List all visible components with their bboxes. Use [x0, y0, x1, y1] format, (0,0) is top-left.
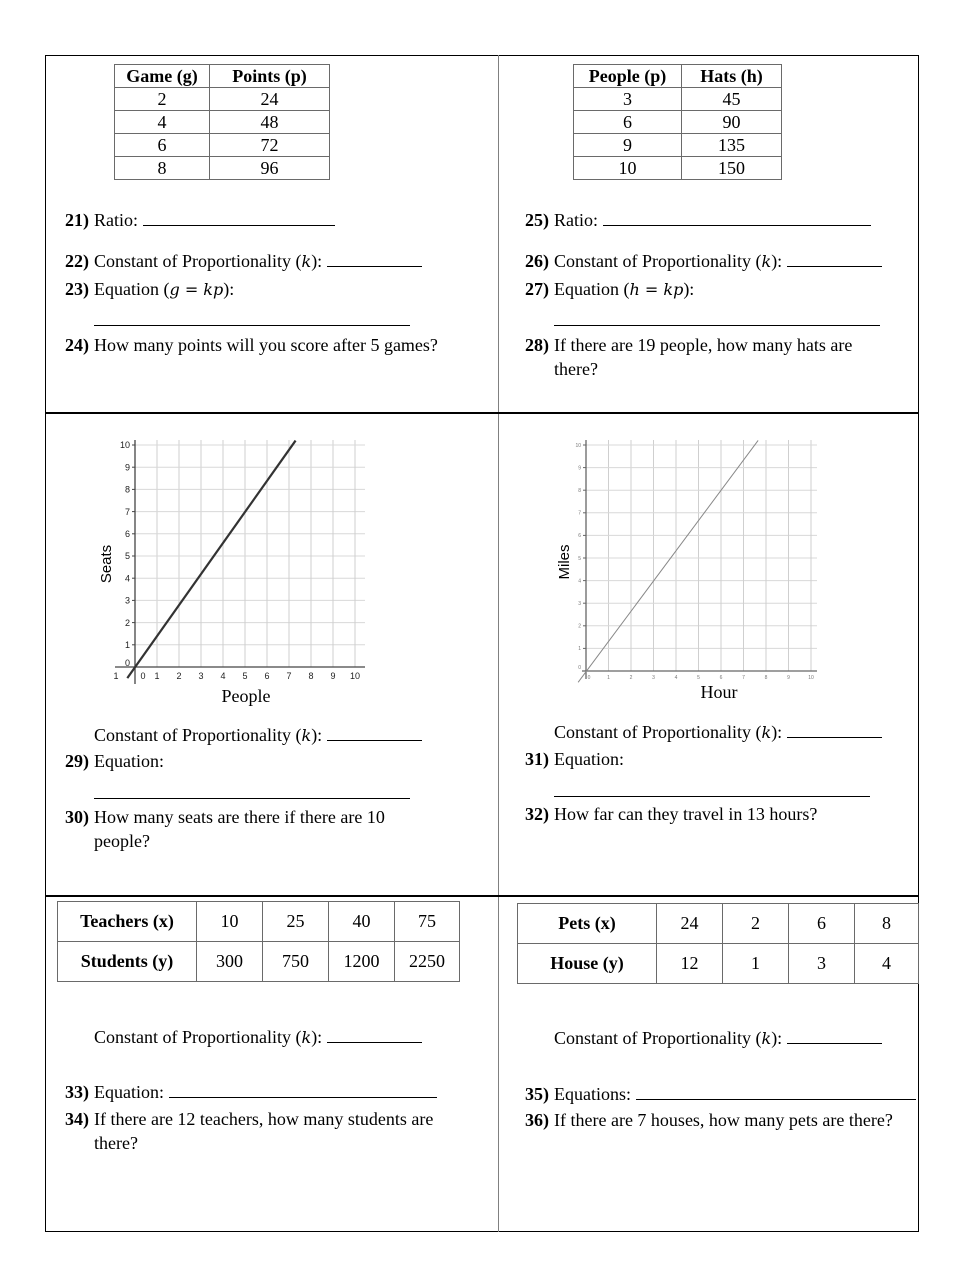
- table-row: [115, 157, 330, 180]
- cell: 24: [210, 88, 330, 111]
- question-text: Constant of Proportionality (: [94, 251, 302, 271]
- k-label-miles: [554, 719, 882, 745]
- cell: 3: [574, 88, 682, 111]
- seats-people-chart: [95, 432, 375, 712]
- games-points-table: [114, 64, 330, 180]
- teachers-students-table: [57, 901, 460, 982]
- x-tick-label: 0: [140, 671, 146, 681]
- question-35: [525, 1081, 916, 1106]
- table-row: [115, 111, 330, 134]
- question-text: If there are 19 people, how many hats are: [554, 335, 853, 355]
- question-text: How far can they travel in 13 hours?: [554, 804, 818, 824]
- question-text: ):: [311, 1027, 323, 1047]
- cell: 6: [115, 134, 210, 157]
- math-variable: k: [761, 1029, 772, 1048]
- row-divider-1: [45, 412, 919, 414]
- row-divider-2: [45, 895, 919, 897]
- y-tick-label: 2: [124, 617, 130, 628]
- question-number: 25): [525, 210, 549, 230]
- question-number: 35): [525, 1084, 549, 1104]
- math-equation: h = kp: [629, 280, 684, 299]
- row-header-teachers: Teachers (x): [58, 902, 197, 942]
- answer-blank[interactable]: [636, 1081, 916, 1100]
- k-label-pets: [554, 1025, 882, 1051]
- question-text: ):: [223, 279, 235, 299]
- question-27: [525, 277, 694, 302]
- cell: 90: [682, 111, 782, 134]
- question-text: Ratio:: [554, 210, 598, 230]
- question-text: If there are 12 teachers, how many students are: [94, 1109, 434, 1129]
- x-axis-label: Hour: [700, 682, 738, 702]
- answer-blank[interactable]: [327, 1024, 422, 1043]
- cell: 24: [657, 904, 723, 944]
- row-header-house: House (y): [518, 944, 657, 984]
- cell: 10: [574, 157, 682, 180]
- math-variable: k: [761, 723, 772, 742]
- x-axis-label: People: [221, 686, 271, 706]
- row-header-students: Students (y): [58, 942, 197, 982]
- cell: 300: [197, 942, 263, 982]
- question-text: ):: [311, 251, 323, 271]
- question-text: ):: [311, 725, 323, 745]
- question-number: 31): [525, 749, 549, 769]
- y-tick-label: 10: [575, 442, 581, 449]
- answer-blank[interactable]: [554, 325, 880, 326]
- question-text: ):: [771, 1028, 783, 1048]
- cell: 9: [574, 134, 682, 157]
- question-text-continued: there?: [554, 359, 598, 379]
- table-row: [574, 88, 782, 111]
- y-tick-label: 9: [124, 462, 130, 473]
- question-text: ):: [771, 722, 783, 742]
- x-tick-label: 5: [242, 671, 248, 681]
- math-variable: k: [301, 1028, 312, 1047]
- question-number: 36): [525, 1110, 549, 1130]
- cell: 4: [115, 111, 210, 134]
- question-number: 29): [65, 751, 89, 771]
- cell: 2: [115, 88, 210, 111]
- x-tick-label: 0: [587, 675, 591, 681]
- answer-blank[interactable]: [327, 248, 422, 267]
- answer-blank[interactable]: [169, 1079, 437, 1098]
- table-row: [58, 942, 460, 982]
- cell: 1: [723, 944, 789, 984]
- table-row: [518, 944, 919, 984]
- answer-blank[interactable]: [554, 796, 870, 797]
- data-line: [124, 441, 295, 679]
- col-header-hats: Hats (h): [682, 65, 782, 88]
- question-text-continued: people?: [94, 831, 150, 851]
- x-tick-label: 6: [264, 671, 270, 681]
- y-axis-label: Seats: [98, 544, 115, 584]
- question-text: Constant of Proportionality (: [554, 722, 762, 742]
- y-tick-label: 4: [578, 578, 581, 585]
- y-tick-label: 1: [124, 639, 130, 650]
- y-tick-label: 6: [578, 533, 581, 540]
- cell: 6: [574, 111, 682, 134]
- question-30: [65, 805, 465, 853]
- question-36: [525, 1108, 893, 1132]
- k-label-seats: [94, 722, 422, 748]
- y-tick-label: 10: [119, 440, 130, 451]
- x-tick-label: 10: [349, 671, 361, 681]
- question-text: Equation:: [554, 749, 624, 769]
- question-text: ):: [683, 279, 695, 299]
- x-tick-label: 4: [674, 675, 678, 681]
- col-header-game: Game (g): [115, 65, 210, 88]
- question-text: ):: [771, 251, 783, 271]
- math-variable: k: [761, 252, 772, 271]
- question-32: [525, 802, 817, 826]
- math-equation: g = kp: [169, 280, 224, 299]
- question-text: How many points will you score after 5 games?: [94, 335, 438, 355]
- question-34: [65, 1107, 485, 1155]
- cell: 40: [329, 902, 395, 942]
- math-variable: k: [301, 252, 312, 271]
- y-tick-label: 1: [578, 646, 581, 653]
- row-header-pets: Pets (x): [518, 904, 657, 944]
- question-text: How many seats are there if there are 10: [94, 807, 385, 827]
- question-number: 27): [525, 279, 549, 299]
- question-text: Constant of Proportionality (: [94, 1027, 302, 1047]
- answer-blank[interactable]: [603, 207, 871, 226]
- cell: 12: [657, 944, 723, 984]
- question-text: Constant of Proportionality (: [554, 251, 762, 271]
- x-tick-label: 8: [764, 675, 768, 681]
- math-variable: k: [301, 726, 312, 745]
- question-21: [65, 207, 335, 232]
- cell: 75: [395, 902, 460, 942]
- question-number: 34): [65, 1109, 89, 1129]
- cell: 6: [789, 904, 855, 944]
- answer-blank[interactable]: [94, 798, 410, 799]
- question-text-continued: there?: [94, 1133, 138, 1153]
- question-31: [525, 747, 624, 771]
- question-text: Equations:: [554, 1084, 631, 1104]
- question-text: Equation (: [94, 279, 170, 299]
- x-tick-label: 1: [154, 671, 160, 681]
- question-number: 23): [65, 279, 89, 299]
- cell: 750: [263, 942, 329, 982]
- k-label-teachers: [94, 1024, 422, 1050]
- cell: 150: [682, 157, 782, 180]
- cell: 96: [210, 157, 330, 180]
- x-tick-label: 5: [697, 675, 700, 681]
- table-row: [574, 111, 782, 134]
- x-tick-label: 3: [198, 671, 204, 681]
- table-row: [518, 904, 919, 944]
- question-text: Constant of Proportionality (: [94, 725, 302, 745]
- cell: 2: [723, 904, 789, 944]
- x-tick-label: 2: [629, 675, 633, 681]
- question-28: [525, 333, 905, 381]
- table-row: [574, 134, 782, 157]
- question-number: 32): [525, 804, 549, 824]
- x-tick-label: 1: [113, 671, 119, 681]
- answer-blank[interactable]: [787, 1025, 882, 1044]
- x-tick-label: 3: [652, 675, 655, 681]
- answer-blank[interactable]: [787, 719, 882, 738]
- cell: 72: [210, 134, 330, 157]
- question-number: 30): [65, 807, 89, 827]
- y-axis-label: Miles: [556, 544, 573, 580]
- y-tick-label: 9: [578, 465, 581, 472]
- question-24: [65, 333, 438, 357]
- y-tick-label: 3: [124, 595, 130, 606]
- question-number: 33): [65, 1082, 89, 1102]
- question-text: Constant of Proportionality (: [554, 1028, 762, 1048]
- question-text: Equation (: [554, 279, 630, 299]
- x-tick-label: 8: [308, 671, 314, 681]
- col-header-people: People (p): [574, 65, 682, 88]
- question-number: 28): [525, 335, 549, 355]
- question-29: [65, 749, 164, 773]
- col-header-points: Points (p): [210, 65, 330, 88]
- cell: 10: [197, 902, 263, 942]
- table-row: [115, 134, 330, 157]
- people-hats-table: [573, 64, 782, 180]
- cell: 45: [682, 88, 782, 111]
- cell: 8: [855, 904, 919, 944]
- x-tick-label: 7: [286, 671, 292, 681]
- question-25: [525, 207, 871, 232]
- answer-blank[interactable]: [94, 325, 410, 326]
- question-text: If there are 7 houses, how many pets are there?: [554, 1110, 893, 1130]
- y-tick-label: 7: [124, 506, 130, 517]
- question-33: [65, 1079, 437, 1104]
- question-number: 22): [65, 251, 89, 271]
- question-text: Equation:: [94, 751, 164, 771]
- x-tick-label: 1: [607, 675, 610, 681]
- y-tick-label: 6: [124, 528, 130, 539]
- x-tick-label: 10: [808, 675, 814, 681]
- cell: 8: [115, 157, 210, 180]
- x-tick-label: 7: [742, 675, 745, 681]
- x-tick-label: 2: [176, 671, 182, 681]
- y-tick-label: 5: [124, 551, 130, 562]
- y-tick-label: 5: [578, 555, 581, 562]
- y-tick-label: 4: [124, 573, 130, 584]
- table-row: [115, 88, 330, 111]
- question-26: [525, 248, 882, 274]
- question-number: 24): [65, 335, 89, 355]
- table-row: [574, 157, 782, 180]
- y-tick-label: 8: [578, 487, 581, 494]
- pets-house-table: [517, 903, 919, 984]
- question-23: [65, 277, 234, 302]
- data-line: [578, 440, 758, 682]
- x-tick-label: 4: [220, 671, 226, 681]
- question-22: [65, 248, 422, 274]
- y-tick-label: 0: [578, 664, 581, 671]
- question-text: Equation:: [94, 1082, 164, 1102]
- x-tick-label: 6: [719, 675, 723, 681]
- question-text: Ratio:: [94, 210, 138, 230]
- cell: 135: [682, 134, 782, 157]
- y-tick-label: 8: [124, 484, 130, 495]
- answer-blank[interactable]: [143, 207, 335, 226]
- y-tick-label: 0: [124, 658, 130, 669]
- cell: 3: [789, 944, 855, 984]
- cell: 2250: [395, 942, 460, 982]
- table-row: [58, 902, 460, 942]
- answer-blank[interactable]: [327, 722, 422, 741]
- question-number: 26): [525, 251, 549, 271]
- column-divider: [498, 55, 499, 1232]
- cell: 1200: [329, 942, 395, 982]
- y-tick-label: 7: [578, 510, 581, 517]
- y-tick-label: 2: [578, 623, 581, 630]
- x-tick-label: 9: [787, 675, 790, 681]
- miles-hour-chart: [555, 432, 830, 707]
- y-tick-label: 3: [578, 600, 581, 607]
- question-number: 21): [65, 210, 89, 230]
- x-tick-label: 9: [330, 671, 336, 681]
- answer-blank[interactable]: [787, 248, 882, 267]
- cell: 4: [855, 944, 919, 984]
- cell: 48: [210, 111, 330, 134]
- cell: 25: [263, 902, 329, 942]
